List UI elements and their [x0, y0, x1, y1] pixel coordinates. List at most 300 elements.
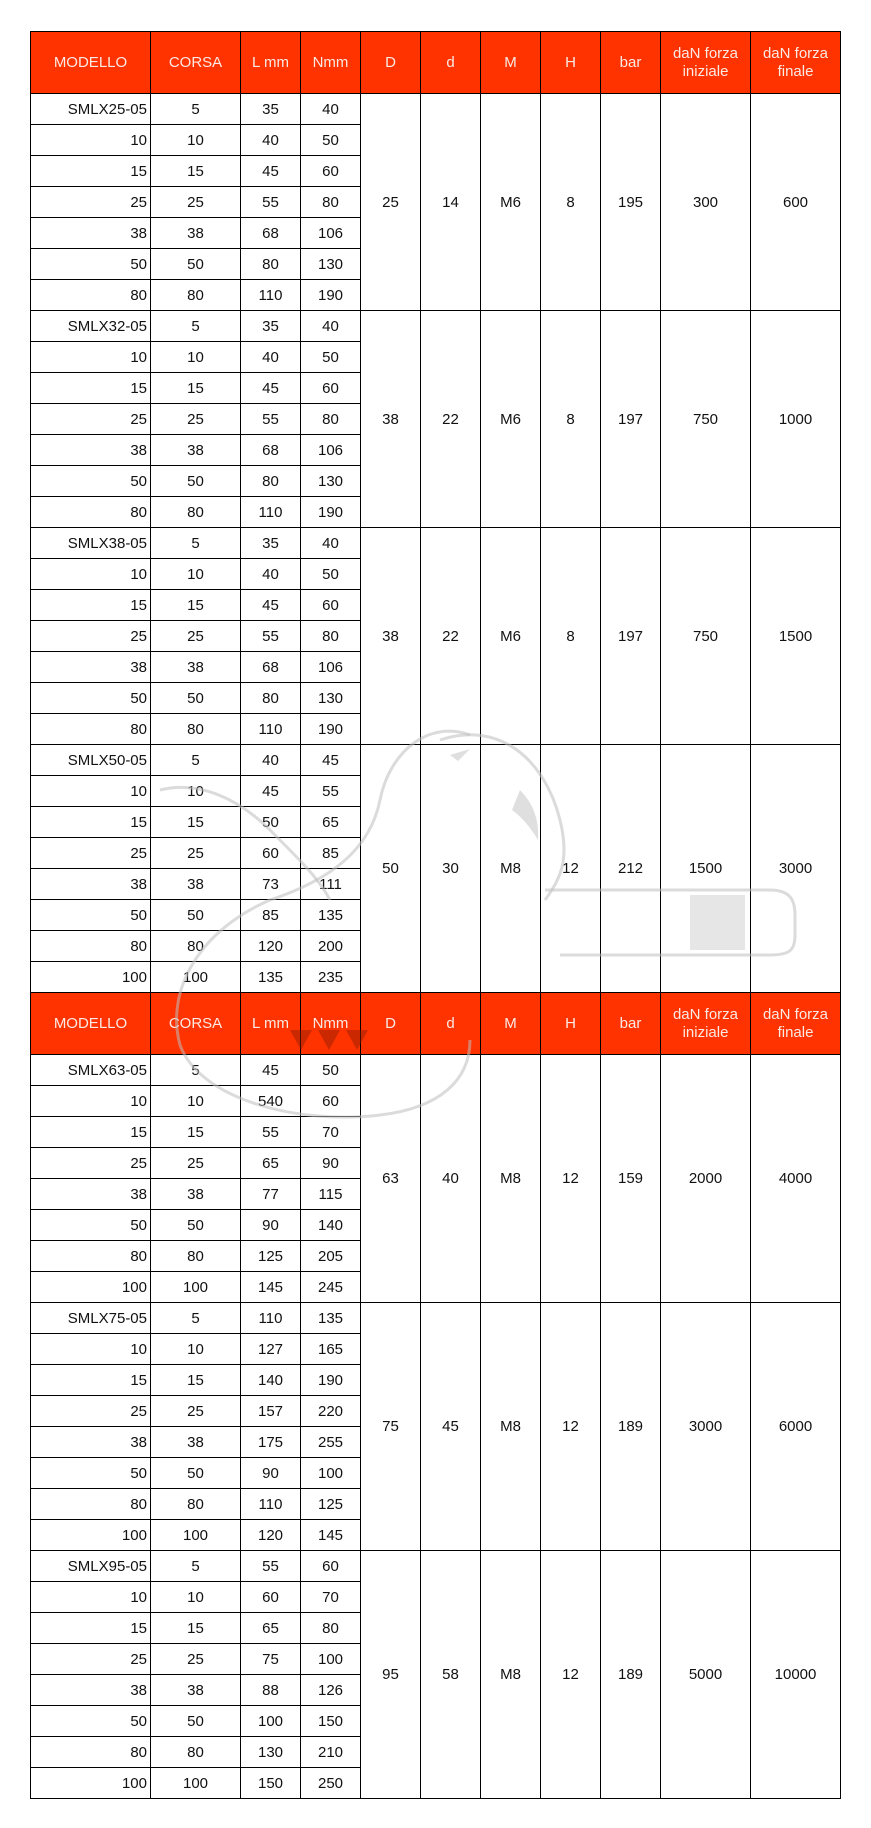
- model-stroke-cell: 15: [31, 156, 151, 187]
- initial-force-cell: 300: [661, 94, 751, 311]
- l-mm-cell: 80: [241, 249, 301, 280]
- model-stroke-cell: 15: [31, 590, 151, 621]
- bar-cell: 195: [601, 94, 661, 311]
- column-header: d: [421, 32, 481, 94]
- column-header: d: [421, 993, 481, 1055]
- n-mm-cell: 130: [301, 249, 361, 280]
- l-mm-cell: 35: [241, 94, 301, 125]
- n-mm-cell: 106: [301, 435, 361, 466]
- model-stroke-cell: 50: [31, 683, 151, 714]
- l-mm-cell: 45: [241, 776, 301, 807]
- column-header: [751, 993, 841, 1055]
- bar-cell: 212: [601, 745, 661, 993]
- final-force-cell: 1500: [751, 528, 841, 745]
- thread-cell: M8: [481, 1551, 541, 1799]
- corsa-cell: 5: [151, 528, 241, 559]
- corsa-cell: 10: [151, 1086, 241, 1117]
- initial-force-cell: 5000: [661, 1551, 751, 1799]
- column-header: D: [361, 32, 421, 94]
- l-mm-cell: 55: [241, 404, 301, 435]
- n-mm-cell: 65: [301, 807, 361, 838]
- column-header-line: daN forza: [672, 44, 739, 62]
- l-mm-cell: 45: [241, 373, 301, 404]
- n-mm-cell: 60: [301, 1086, 361, 1117]
- column-header-line: iniziale: [682, 1023, 729, 1041]
- bar-cell: 189: [601, 1303, 661, 1551]
- initial-force-cell: 1500: [661, 745, 751, 993]
- n-mm-cell: 210: [301, 1737, 361, 1768]
- model-stroke-cell: 10: [31, 1582, 151, 1613]
- column-header: MODELLO: [31, 993, 151, 1055]
- model-stroke-cell: 80: [31, 497, 151, 528]
- l-mm-cell: 75: [241, 1644, 301, 1675]
- corsa-cell: 100: [151, 962, 241, 993]
- l-mm-cell: 55: [241, 187, 301, 218]
- column-header: bar: [601, 993, 661, 1055]
- corsa-cell: 80: [151, 714, 241, 745]
- model-stroke-cell: 38: [31, 218, 151, 249]
- corsa-cell: 5: [151, 745, 241, 776]
- corsa-cell: 10: [151, 125, 241, 156]
- n-mm-cell: 100: [301, 1644, 361, 1675]
- corsa-cell: 80: [151, 1241, 241, 1272]
- corsa-cell: 50: [151, 1458, 241, 1489]
- model-stroke-cell: 38: [31, 1675, 151, 1706]
- corsa-cell: 15: [151, 590, 241, 621]
- D-cell: 38: [361, 528, 421, 745]
- model-stroke-cell: 38: [31, 1427, 151, 1458]
- d-cell: 22: [421, 528, 481, 745]
- l-mm-cell: 45: [241, 590, 301, 621]
- model-stroke-cell: 38: [31, 652, 151, 683]
- n-mm-cell: 50: [301, 125, 361, 156]
- model-stroke-cell: 50: [31, 900, 151, 931]
- n-mm-cell: 80: [301, 404, 361, 435]
- corsa-cell: 80: [151, 1737, 241, 1768]
- corsa-cell: 80: [151, 497, 241, 528]
- column-header: CORSA: [151, 32, 241, 94]
- corsa-cell: 50: [151, 900, 241, 931]
- header-row: [31, 32, 841, 94]
- corsa-cell: 100: [151, 1520, 241, 1551]
- n-mm-cell: 60: [301, 590, 361, 621]
- n-mm-cell: 205: [301, 1241, 361, 1272]
- l-mm-cell: 140: [241, 1365, 301, 1396]
- d-cell: 30: [421, 745, 481, 993]
- model-stroke-cell: 10: [31, 1086, 151, 1117]
- n-mm-cell: 125: [301, 1489, 361, 1520]
- model-stroke-cell: 10: [31, 1334, 151, 1365]
- n-mm-cell: 200: [301, 931, 361, 962]
- n-mm-cell: 45: [301, 745, 361, 776]
- n-mm-cell: 40: [301, 94, 361, 125]
- table-row: [31, 1303, 841, 1334]
- column-header: H: [541, 993, 601, 1055]
- n-mm-cell: 106: [301, 218, 361, 249]
- model-stroke-cell: 80: [31, 280, 151, 311]
- model-stroke-cell: 50: [31, 249, 151, 280]
- l-mm-cell: 35: [241, 528, 301, 559]
- n-mm-cell: 190: [301, 497, 361, 528]
- model-stroke-cell: 15: [31, 373, 151, 404]
- final-force-cell: 6000: [751, 1303, 841, 1551]
- column-header: [661, 993, 751, 1055]
- n-mm-cell: 90: [301, 1148, 361, 1179]
- corsa-cell: 38: [151, 435, 241, 466]
- l-mm-cell: 157: [241, 1396, 301, 1427]
- final-force-cell: 1000: [751, 311, 841, 528]
- model-stroke-cell: 80: [31, 1737, 151, 1768]
- l-mm-cell: 40: [241, 125, 301, 156]
- model-name-cell: SMLX38-05: [31, 528, 151, 559]
- model-stroke-cell: 80: [31, 714, 151, 745]
- column-header: L mm: [241, 993, 301, 1055]
- model-stroke-cell: 25: [31, 1644, 151, 1675]
- model-stroke-cell: 38: [31, 1179, 151, 1210]
- corsa-cell: 15: [151, 1365, 241, 1396]
- model-stroke-cell: 10: [31, 776, 151, 807]
- column-header: [751, 32, 841, 94]
- H-cell: 8: [541, 311, 601, 528]
- model-stroke-cell: 100: [31, 962, 151, 993]
- l-mm-cell: 110: [241, 497, 301, 528]
- corsa-cell: 10: [151, 559, 241, 590]
- corsa-cell: 38: [151, 1427, 241, 1458]
- corsa-cell: 15: [151, 156, 241, 187]
- n-mm-cell: 40: [301, 528, 361, 559]
- corsa-cell: 50: [151, 1210, 241, 1241]
- thread-cell: M8: [481, 1055, 541, 1303]
- corsa-cell: 25: [151, 1148, 241, 1179]
- D-cell: 63: [361, 1055, 421, 1303]
- n-mm-cell: 100: [301, 1458, 361, 1489]
- corsa-cell: 10: [151, 342, 241, 373]
- n-mm-cell: 130: [301, 683, 361, 714]
- table-row: [31, 1551, 841, 1582]
- n-mm-cell: 60: [301, 156, 361, 187]
- l-mm-cell: 125: [241, 1241, 301, 1272]
- n-mm-cell: 255: [301, 1427, 361, 1458]
- n-mm-cell: 50: [301, 342, 361, 373]
- l-mm-cell: 55: [241, 621, 301, 652]
- n-mm-cell: 145: [301, 1520, 361, 1551]
- corsa-cell: 25: [151, 621, 241, 652]
- corsa-cell: 38: [151, 652, 241, 683]
- bar-cell: 159: [601, 1055, 661, 1303]
- model-name-cell: SMLX63-05: [31, 1055, 151, 1086]
- d-cell: 45: [421, 1303, 481, 1551]
- n-mm-cell: 135: [301, 900, 361, 931]
- l-mm-cell: 40: [241, 745, 301, 776]
- l-mm-cell: 80: [241, 466, 301, 497]
- corsa-cell: 80: [151, 931, 241, 962]
- corsa-cell: 38: [151, 1675, 241, 1706]
- column-header: M: [481, 32, 541, 94]
- corsa-cell: 80: [151, 280, 241, 311]
- corsa-cell: 25: [151, 1396, 241, 1427]
- n-mm-cell: 85: [301, 838, 361, 869]
- n-mm-cell: 250: [301, 1768, 361, 1799]
- corsa-cell: 5: [151, 94, 241, 125]
- d-cell: 58: [421, 1551, 481, 1799]
- l-mm-cell: 77: [241, 1179, 301, 1210]
- table-row: [31, 311, 841, 342]
- model-stroke-cell: 80: [31, 1489, 151, 1520]
- column-header-line: finale: [777, 62, 814, 80]
- column-header: [661, 32, 751, 94]
- corsa-cell: 50: [151, 683, 241, 714]
- model-name-cell: SMLX32-05: [31, 311, 151, 342]
- corsa-cell: 15: [151, 1117, 241, 1148]
- l-mm-cell: 85: [241, 900, 301, 931]
- d-cell: 40: [421, 1055, 481, 1303]
- l-mm-cell: 65: [241, 1148, 301, 1179]
- l-mm-cell: 127: [241, 1334, 301, 1365]
- table-row: [31, 745, 841, 776]
- initial-force-cell: 750: [661, 311, 751, 528]
- D-cell: 75: [361, 1303, 421, 1551]
- model-stroke-cell: 10: [31, 342, 151, 373]
- l-mm-cell: 88: [241, 1675, 301, 1706]
- model-name-cell: SMLX50-05: [31, 745, 151, 776]
- bar-cell: 197: [601, 311, 661, 528]
- n-mm-cell: 126: [301, 1675, 361, 1706]
- corsa-cell: 50: [151, 249, 241, 280]
- column-header: CORSA: [151, 993, 241, 1055]
- model-stroke-cell: 80: [31, 1241, 151, 1272]
- model-stroke-cell: 10: [31, 125, 151, 156]
- column-header: Nmm: [301, 32, 361, 94]
- final-force-cell: 3000: [751, 745, 841, 993]
- model-stroke-cell: 100: [31, 1520, 151, 1551]
- model-stroke-cell: 25: [31, 838, 151, 869]
- corsa-cell: 15: [151, 1613, 241, 1644]
- corsa-cell: 25: [151, 1644, 241, 1675]
- bar-cell: 189: [601, 1551, 661, 1799]
- n-mm-cell: 106: [301, 652, 361, 683]
- model-stroke-cell: 38: [31, 869, 151, 900]
- l-mm-cell: 50: [241, 807, 301, 838]
- l-mm-cell: 55: [241, 1551, 301, 1582]
- D-cell: 50: [361, 745, 421, 993]
- column-header: MODELLO: [31, 32, 151, 94]
- model-stroke-cell: 25: [31, 1396, 151, 1427]
- model-stroke-cell: 15: [31, 1613, 151, 1644]
- corsa-cell: 25: [151, 838, 241, 869]
- l-mm-cell: 150: [241, 1768, 301, 1799]
- model-stroke-cell: 80: [31, 931, 151, 962]
- header-row: [31, 993, 841, 1055]
- l-mm-cell: 90: [241, 1210, 301, 1241]
- l-mm-cell: 35: [241, 311, 301, 342]
- l-mm-cell: 60: [241, 1582, 301, 1613]
- final-force-cell: 4000: [751, 1055, 841, 1303]
- H-cell: 12: [541, 1551, 601, 1799]
- l-mm-cell: 130: [241, 1737, 301, 1768]
- table-row: [31, 94, 841, 125]
- column-header: H: [541, 32, 601, 94]
- l-mm-cell: 135: [241, 962, 301, 993]
- column-header: bar: [601, 32, 661, 94]
- model-stroke-cell: 25: [31, 1148, 151, 1179]
- corsa-cell: 25: [151, 187, 241, 218]
- d-cell: 22: [421, 311, 481, 528]
- n-mm-cell: 80: [301, 621, 361, 652]
- H-cell: 12: [541, 1055, 601, 1303]
- n-mm-cell: 190: [301, 1365, 361, 1396]
- n-mm-cell: 150: [301, 1706, 361, 1737]
- H-cell: 8: [541, 94, 601, 311]
- l-mm-cell: 110: [241, 714, 301, 745]
- column-header-line: iniziale: [682, 62, 729, 80]
- model-name-cell: SMLX95-05: [31, 1551, 151, 1582]
- n-mm-cell: 165: [301, 1334, 361, 1365]
- corsa-cell: 50: [151, 1706, 241, 1737]
- initial-force-cell: 750: [661, 528, 751, 745]
- corsa-cell: 38: [151, 869, 241, 900]
- model-name-cell: SMLX75-05: [31, 1303, 151, 1334]
- H-cell: 12: [541, 745, 601, 993]
- corsa-cell: 15: [151, 373, 241, 404]
- D-cell: 95: [361, 1551, 421, 1799]
- column-header-line: daN forza: [762, 1005, 829, 1023]
- l-mm-cell: 45: [241, 1055, 301, 1086]
- H-cell: 8: [541, 528, 601, 745]
- l-mm-cell: 60: [241, 838, 301, 869]
- model-stroke-cell: 15: [31, 1117, 151, 1148]
- l-mm-cell: 80: [241, 683, 301, 714]
- column-header-line: finale: [777, 1023, 814, 1041]
- thread-cell: M8: [481, 745, 541, 993]
- final-force-cell: 600: [751, 94, 841, 311]
- n-mm-cell: 50: [301, 1055, 361, 1086]
- initial-force-cell: 2000: [661, 1055, 751, 1303]
- n-mm-cell: 115: [301, 1179, 361, 1210]
- n-mm-cell: 245: [301, 1272, 361, 1303]
- l-mm-cell: 68: [241, 652, 301, 683]
- model-stroke-cell: 100: [31, 1272, 151, 1303]
- model-stroke-cell: 38: [31, 435, 151, 466]
- column-header: Nmm: [301, 993, 361, 1055]
- l-mm-cell: 540: [241, 1086, 301, 1117]
- D-cell: 25: [361, 94, 421, 311]
- n-mm-cell: 190: [301, 714, 361, 745]
- l-mm-cell: 145: [241, 1272, 301, 1303]
- n-mm-cell: 80: [301, 187, 361, 218]
- table-row: [31, 528, 841, 559]
- n-mm-cell: 135: [301, 1303, 361, 1334]
- model-stroke-cell: 50: [31, 1458, 151, 1489]
- model-stroke-cell: 100: [31, 1768, 151, 1799]
- corsa-cell: 10: [151, 776, 241, 807]
- table-row: [31, 1055, 841, 1086]
- model-stroke-cell: 15: [31, 807, 151, 838]
- model-stroke-cell: 50: [31, 466, 151, 497]
- column-header: D: [361, 993, 421, 1055]
- l-mm-cell: 120: [241, 931, 301, 962]
- corsa-cell: 10: [151, 1582, 241, 1613]
- n-mm-cell: 111: [301, 869, 361, 900]
- n-mm-cell: 60: [301, 1551, 361, 1582]
- model-stroke-cell: 15: [31, 1365, 151, 1396]
- n-mm-cell: 50: [301, 559, 361, 590]
- corsa-cell: 5: [151, 1055, 241, 1086]
- n-mm-cell: 235: [301, 962, 361, 993]
- l-mm-cell: 55: [241, 1117, 301, 1148]
- l-mm-cell: 68: [241, 218, 301, 249]
- spec-table-body: [31, 32, 841, 1799]
- column-header: L mm: [241, 32, 301, 94]
- l-mm-cell: 175: [241, 1427, 301, 1458]
- l-mm-cell: 120: [241, 1520, 301, 1551]
- H-cell: 12: [541, 1303, 601, 1551]
- thread-cell: M6: [481, 528, 541, 745]
- n-mm-cell: 60: [301, 373, 361, 404]
- thread-cell: M6: [481, 94, 541, 311]
- d-cell: 14: [421, 94, 481, 311]
- model-stroke-cell: 25: [31, 621, 151, 652]
- n-mm-cell: 220: [301, 1396, 361, 1427]
- n-mm-cell: 70: [301, 1117, 361, 1148]
- column-header: M: [481, 993, 541, 1055]
- D-cell: 38: [361, 311, 421, 528]
- column-header-line: daN forza: [672, 1005, 739, 1023]
- l-mm-cell: 40: [241, 559, 301, 590]
- n-mm-cell: 140: [301, 1210, 361, 1241]
- n-mm-cell: 40: [301, 311, 361, 342]
- n-mm-cell: 130: [301, 466, 361, 497]
- corsa-cell: 50: [151, 466, 241, 497]
- l-mm-cell: 65: [241, 1613, 301, 1644]
- corsa-cell: 100: [151, 1272, 241, 1303]
- l-mm-cell: 68: [241, 435, 301, 466]
- column-header-line: daN forza: [762, 44, 829, 62]
- thread-cell: M6: [481, 311, 541, 528]
- l-mm-cell: 40: [241, 342, 301, 373]
- corsa-cell: 38: [151, 1179, 241, 1210]
- l-mm-cell: 110: [241, 1489, 301, 1520]
- corsa-cell: 5: [151, 311, 241, 342]
- n-mm-cell: 80: [301, 1613, 361, 1644]
- model-stroke-cell: 10: [31, 559, 151, 590]
- l-mm-cell: 110: [241, 1303, 301, 1334]
- corsa-cell: 25: [151, 404, 241, 435]
- n-mm-cell: 190: [301, 280, 361, 311]
- spec-table: [30, 31, 841, 1799]
- corsa-cell: 100: [151, 1768, 241, 1799]
- corsa-cell: 10: [151, 1334, 241, 1365]
- initial-force-cell: 3000: [661, 1303, 751, 1551]
- l-mm-cell: 45: [241, 156, 301, 187]
- l-mm-cell: 90: [241, 1458, 301, 1489]
- bar-cell: 197: [601, 528, 661, 745]
- thread-cell: M8: [481, 1303, 541, 1551]
- n-mm-cell: 70: [301, 1582, 361, 1613]
- model-name-cell: SMLX25-05: [31, 94, 151, 125]
- model-stroke-cell: 25: [31, 187, 151, 218]
- l-mm-cell: 100: [241, 1706, 301, 1737]
- final-force-cell: 10000: [751, 1551, 841, 1799]
- l-mm-cell: 73: [241, 869, 301, 900]
- corsa-cell: 5: [151, 1303, 241, 1334]
- n-mm-cell: 55: [301, 776, 361, 807]
- model-stroke-cell: 50: [31, 1210, 151, 1241]
- corsa-cell: 80: [151, 1489, 241, 1520]
- l-mm-cell: 110: [241, 280, 301, 311]
- model-stroke-cell: 50: [31, 1706, 151, 1737]
- model-stroke-cell: 25: [31, 404, 151, 435]
- corsa-cell: 38: [151, 218, 241, 249]
